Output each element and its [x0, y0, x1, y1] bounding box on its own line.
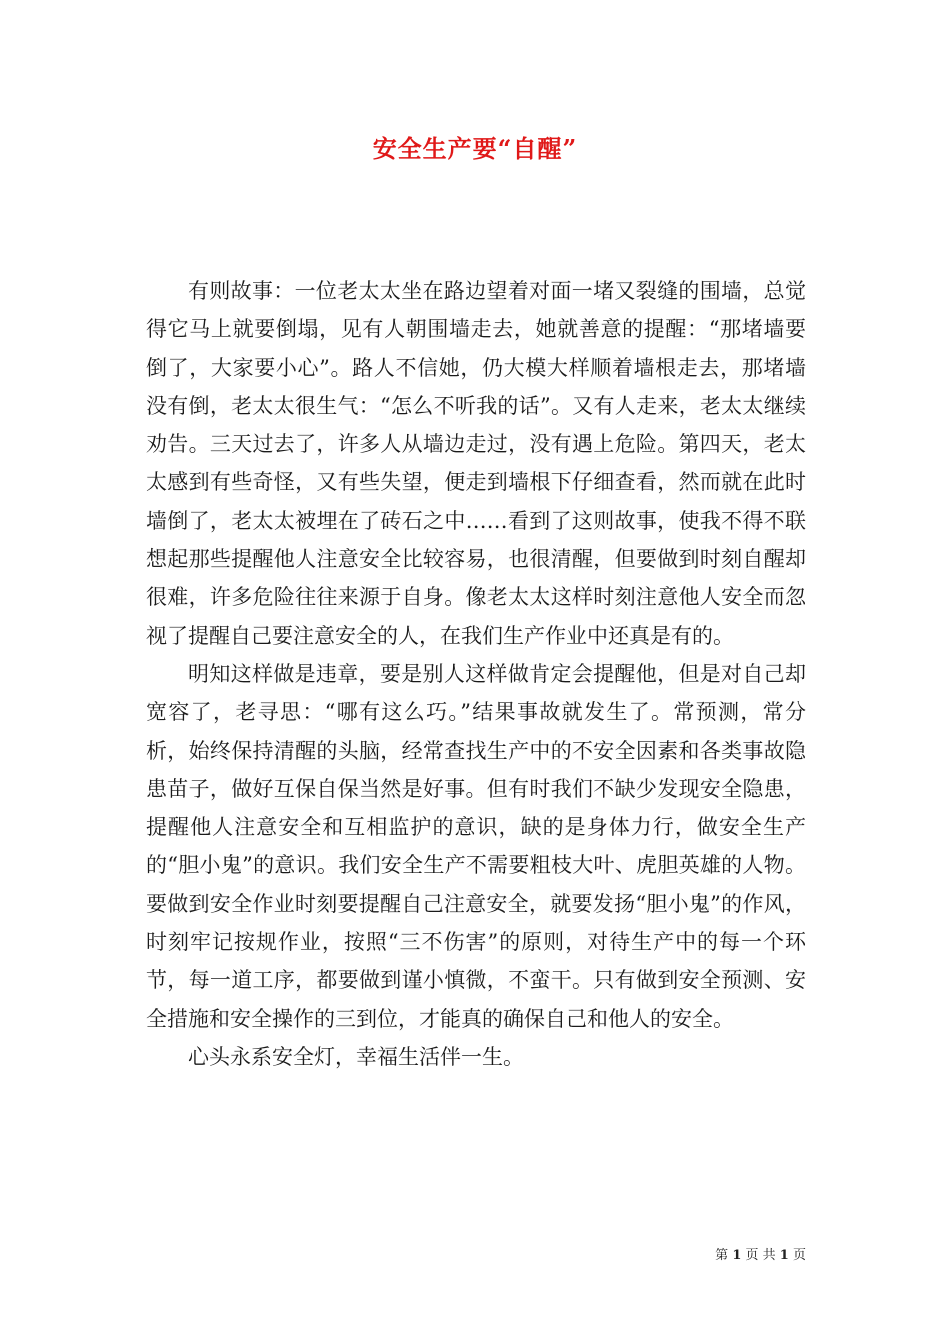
paragraph-2: 明知这样做是违章，要是别人这样做肯定会提醒他，但是对自己却宽容了，老寻思：“哪有这么巧。”结果事故就发生了。常预测，常分析，始终保持清醒的头脑，经常查找生产中的不安全因素和各类事故隐患苗子，做好互保自保当然是好事。但有时我们不缺少发现安全隐患，提醒他人注意安全和互相监护的意识，缺的是身体力行，做安全生产的“胆小鬼”的意识。我们安全生产不需要粗枝大叶、虎胆英雄的人物。要做到安全作业时刻要提醒自己注意安全，就要发扬“胆小鬼”的作风，时刻牢记按规作业，按照“三不伤害”的原则，对待生产中的每一个环节，每一道工序，都要做到谨小慎微，不蛮干。只有做到安全预测、安全措施和安全操作的三到位，才能真的确保自己和他人的安全。	[146, 661, 806, 1031]
footer-current-page: 1	[732, 1248, 742, 1263]
paragraph-3: 心头永系安全灯，幸福生活伴一生。	[188, 1044, 524, 1069]
footer-prefix: 第	[715, 1248, 729, 1263]
document-body	[146, 272, 806, 1076]
footer-suffix: 页	[792, 1248, 806, 1263]
document-title: 安全生产要“自醒”	[372, 134, 578, 163]
footer-middle: 页 共	[745, 1248, 776, 1263]
paragraph-1: 有则故事：一位老太太坐在路边望着对面一堵又裂缝的围墙，总觉得它马上就要倒塌，见有人朝围墙走去，她就善意的提醒：“那堵墙要倒了，大家要小心”。路人不信她，仍大模大样顺着墙根走去，那堵墙没有倒，老太太很生气：“怎么不听我的话”。又有人走来，老太太继续劝告。三天过去了，许多人从墙边走过，没有遇上危险。第四天，老太太感到有些奇怪，又有些失望，便走到墙根下仔细查看，然而就在此时墙倒了，老太太被埋在了砖石之中……看到了这则故事，使我不得不联想起那些提醒他人注意安全比较容易，也很清醒，但要做到时刻自醒却很难，许多危险往往来源于自身。像老太太这样时刻注意他人安全而忽视了提醒自己要注意安全的人，在我们生产作业中还真是有的。	[146, 279, 806, 648]
page-footer	[715, 1247, 806, 1265]
footer-total-pages: 1	[779, 1248, 789, 1263]
